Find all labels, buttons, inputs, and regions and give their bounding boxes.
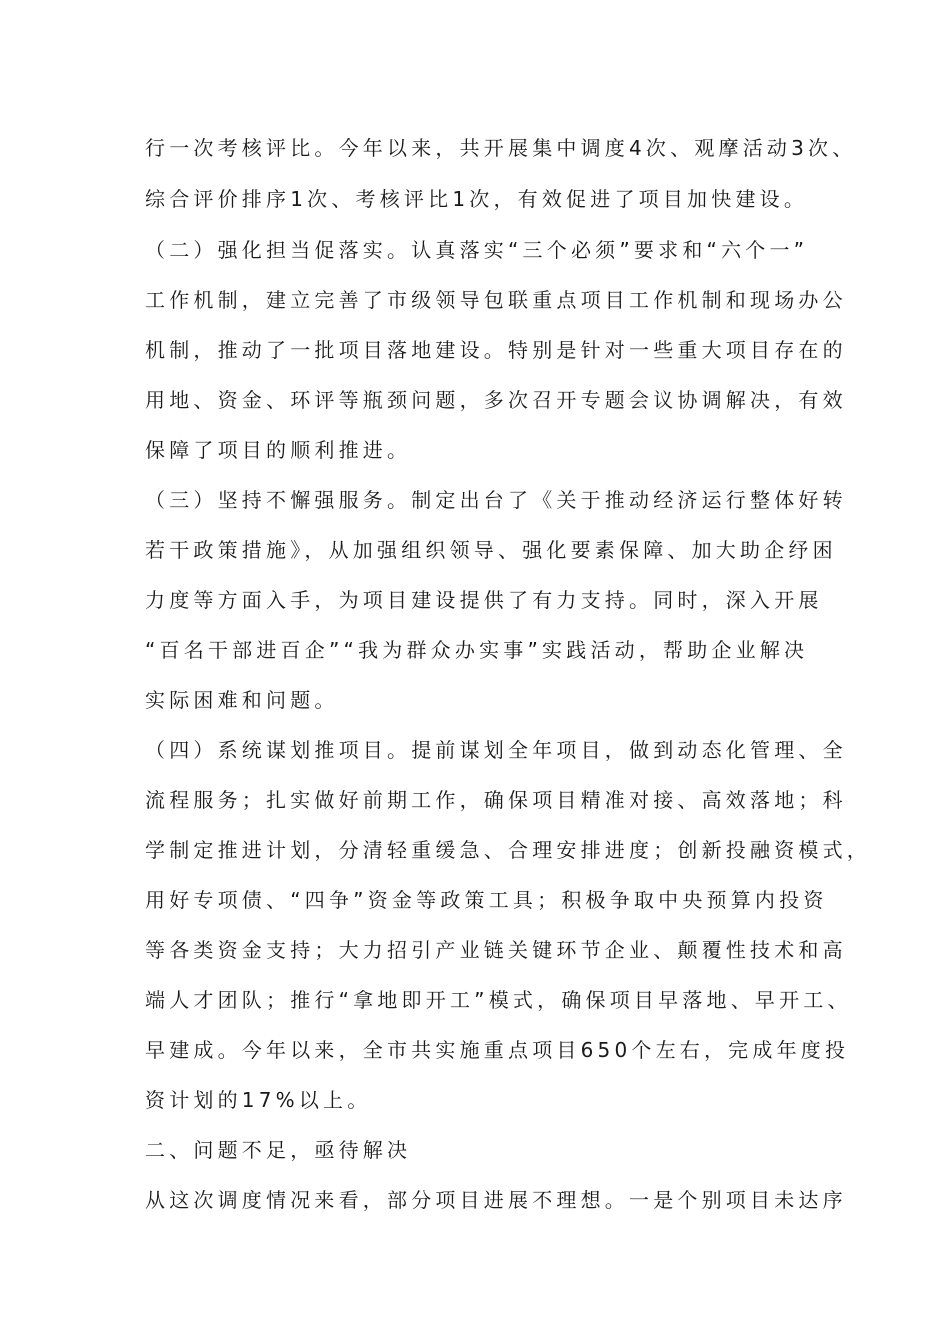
text-line: “百名干部进百企”“我为群众办实事”实践活动，帮助企业解决 [145,638,809,662]
text-line: 等各类资金支持；大力招引产业链关键环节企业、颠覆性技术和高 [145,938,847,962]
text-line: 从这次调度情况来看，部分项目进展不理想。一是个别项目未达序 [145,1188,847,1212]
text-line: 保障了项目的顺利推进。 [145,438,412,462]
text-line: 早建成。今年以来，全市共实施重点项目650个左右，完成年度投 [145,1038,850,1062]
text-line: 端人才团队；推行“拿地即开工”模式，确保项目早落地、早开工、 [145,988,852,1012]
text-line: 学制定推进计划，分清轻重缓急、合理安排进度；创新投融资模式， [145,838,871,862]
section-heading: 二、问题不足，亟待解决 [145,1138,412,1162]
text-line: （二）强化担当促落实。认真落实“三个必须”要求和“六个一” [145,238,809,262]
text-line: 若干政策措施》，从加强组织领导、强化要素保障、加大助企纾困 [145,538,837,562]
text-line: 实际困难和问题。 [145,688,339,712]
text-line: 用地、资金、环评等瓶颈问题，多次召开专题会议协调解决，有效 [145,388,847,412]
text-line: （四）系统谋划推项目。提前谋划全年项目，做到动态化管理、全 [145,738,847,762]
text-line: 机制，推动了一批项目落地建设。特别是针对一些重大项目存在的 [145,338,847,362]
text-line: 综合评价排序1次、考核评比1次，有效促进了项目加快建设。 [145,187,809,211]
text-line: 力度等方面入手，为项目建设提供了有力支持。同时，深入开展 [145,588,823,612]
text-line: 工作机制，建立完善了市级领导包联重点项目工作机制和现场办公 [145,288,847,312]
text-line: 行一次考核评比。今年以来，共开展集中调度4次、观摩活动3次、 [145,136,857,160]
text-line: （三）坚持不懈强服务。制定出台了《关于推动经济运行整体好转 [145,488,847,512]
text-line: 资计划的17%以上。 [145,1088,372,1112]
text-line: 用好专项债、“四争”资金等政策工具；积极争取中央预算内投资 [145,888,828,912]
text-line: 流程服务；扎实做好前期工作，确保项目精准对接、高效落地；科 [145,788,847,812]
